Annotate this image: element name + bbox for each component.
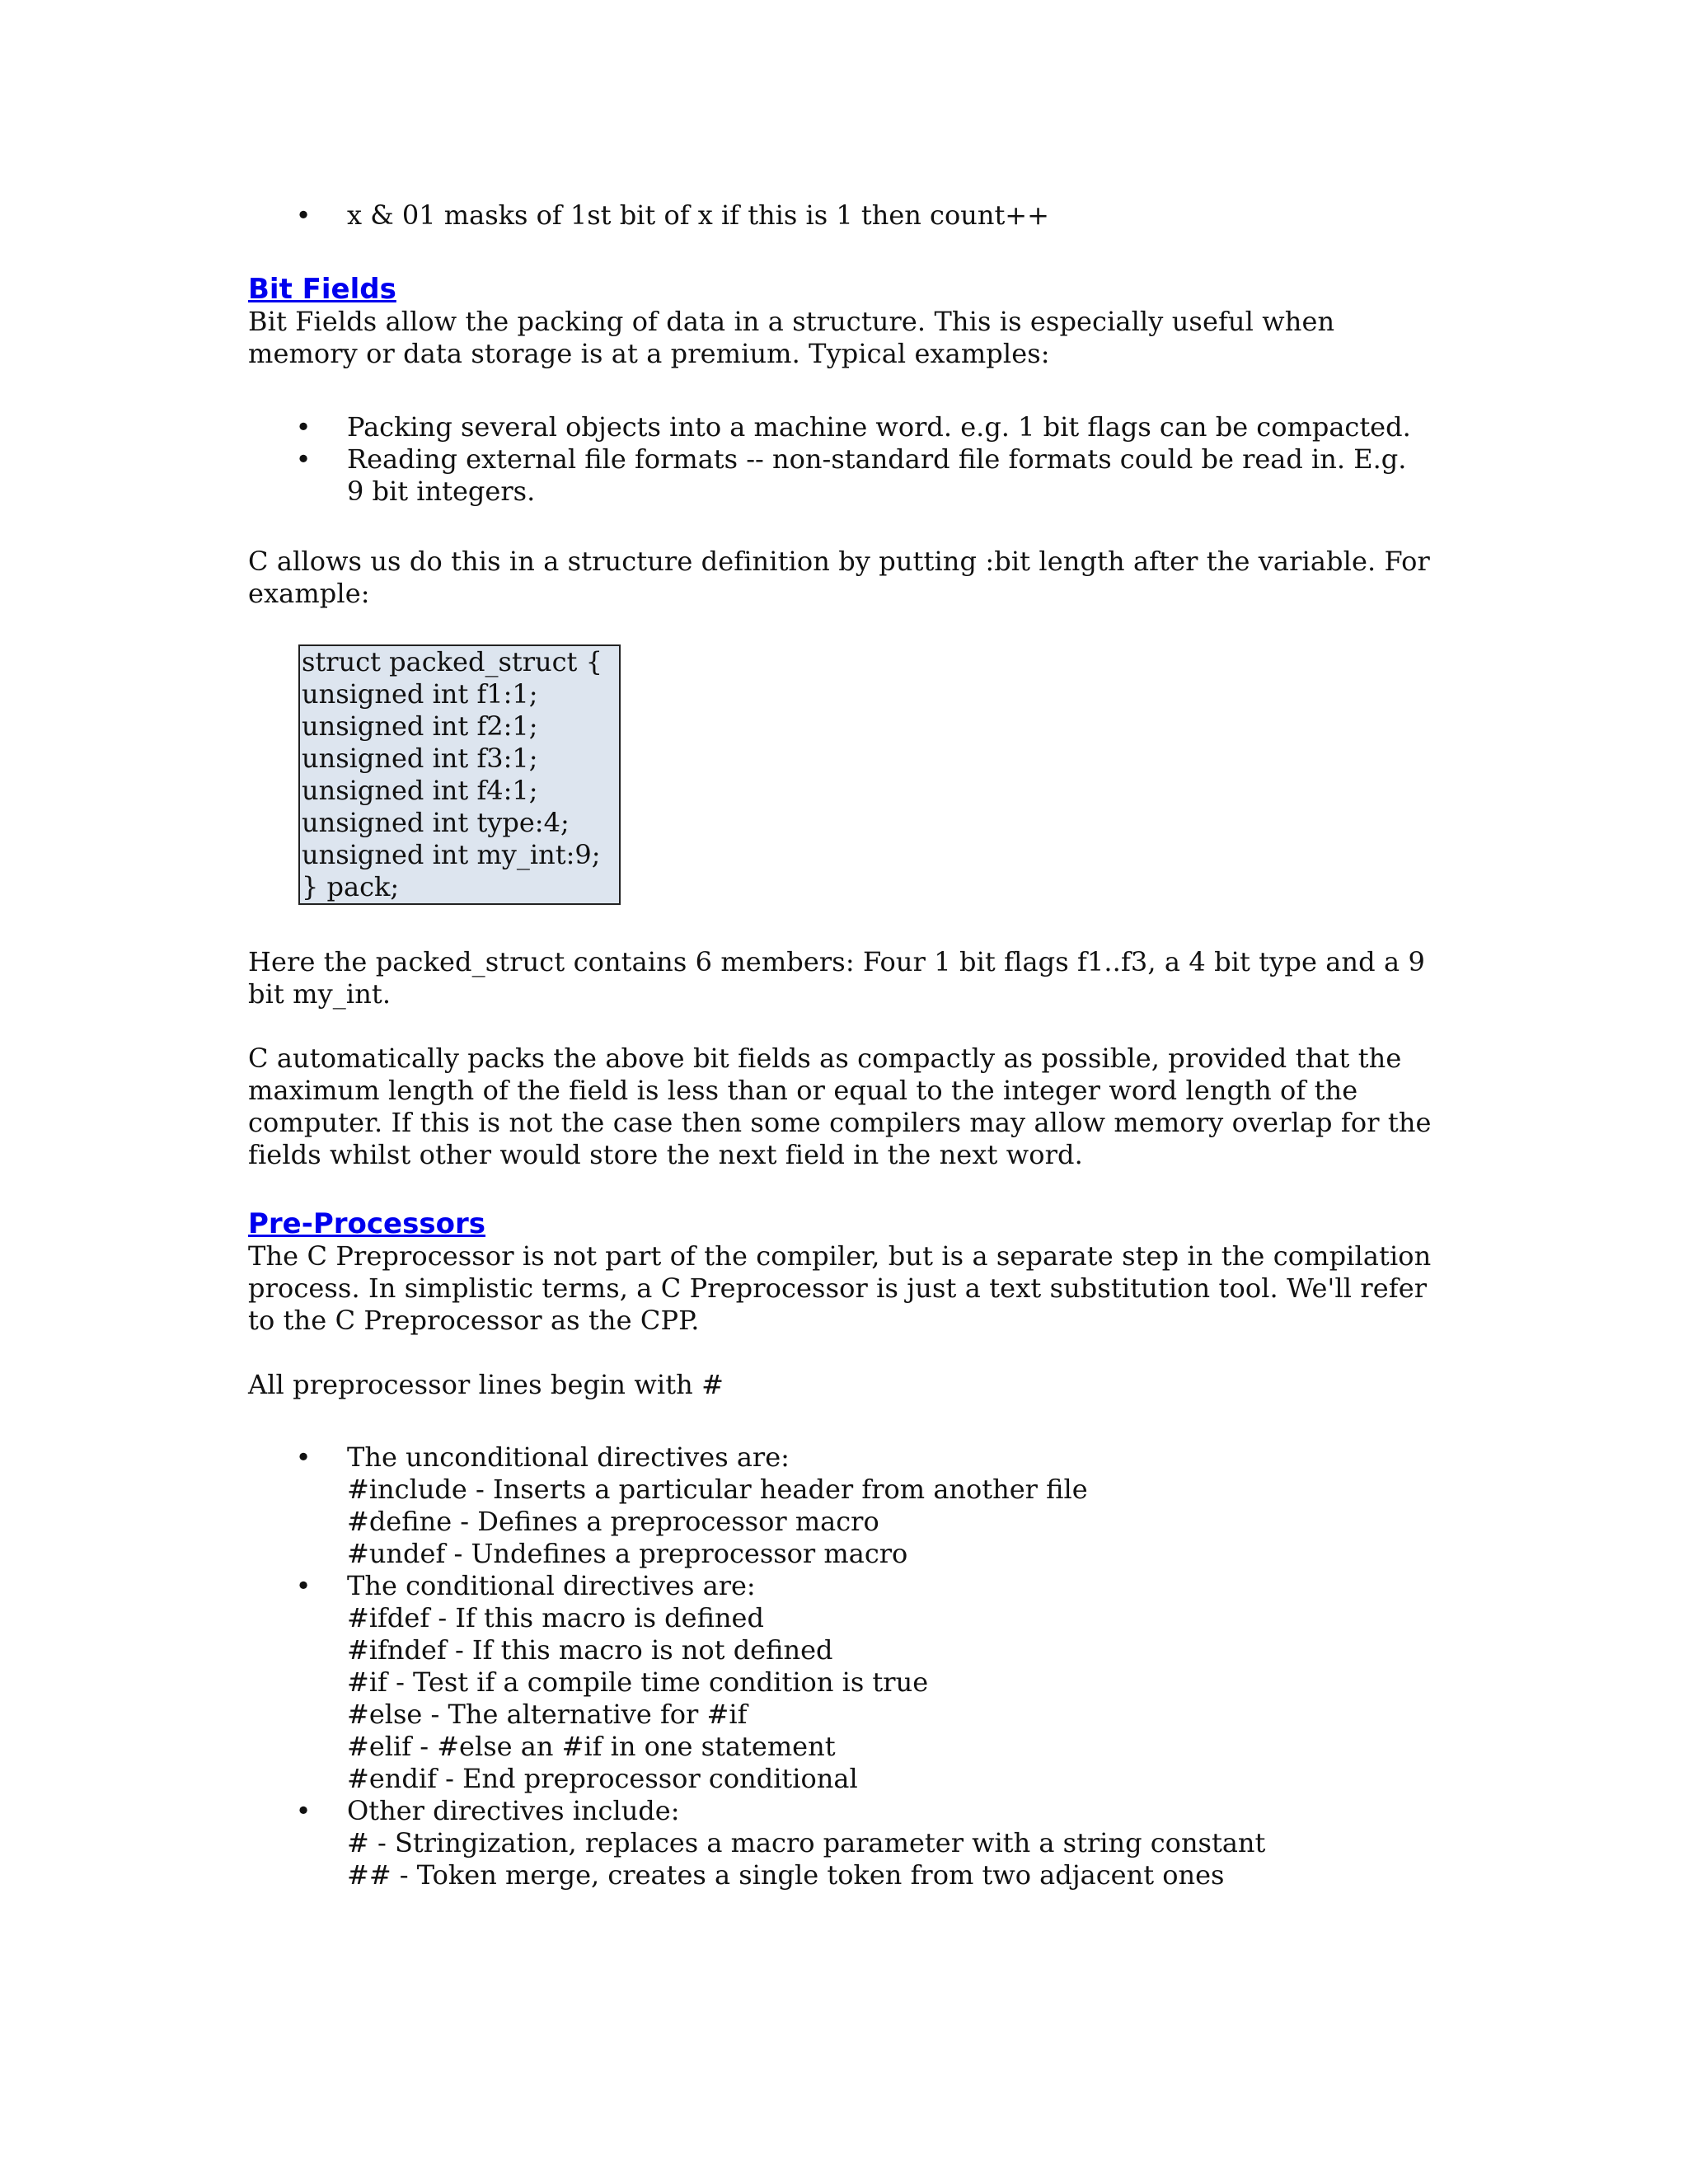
- bit-fields-examples-list: [248, 411, 1451, 508]
- bullet-icon: •: [295, 1570, 312, 1601]
- bullet-icon: •: [295, 411, 312, 443]
- intro-bullet-list: [248, 199, 1451, 232]
- pre-processors-heading-link[interactable]: Pre-Processors: [248, 1207, 485, 1240]
- list-item: • The conditional directives are: #ifdef - If this macro is defined #ifndef - If this macro is not defined #if - Test if a compile time condition is true #else - The alternative for #if #elif - #else an #if in one statement #endif - End preprocessor conditional: [295, 1570, 929, 1794]
- bit-fields-heading-link[interactable]: Bit Fields: [248, 273, 396, 306]
- packed-struct-description: Here the packed_struct contains 6 members: Four 1 bit flags f1..f3, a 4 bit type and a 9 bit my_int.: [248, 946, 1425, 1010]
- list-item: • The unconditional directives are: #include - Inserts a particular header from another file #define - Defines a preprocessor macro #undef - Undefines a preprocessor macro: [295, 1441, 1088, 1569]
- list-item: • Other directives include: # - Stringization, replaces a macro parameter with a string constant ## - Token merge, creates a single token from two adjacent ones: [295, 1795, 1266, 1891]
- code-example-box: struct packed_struct { unsigned int f1:1; unsigned int f2:1; unsigned int f3:1; unsigned int f4:1; unsigned int type:4; unsigned int my_int:9; } pack;: [298, 644, 621, 905]
- list-item: • Reading external file formats -- non-standard file formats could be read in. E.g. 9 bit integers.: [295, 443, 1407, 507]
- preprocessor-hash-paragraph: All preprocessor lines begin with #: [248, 1369, 724, 1400]
- packing-explanation-paragraph: C automatically packs the above bit fields as compactly as possible, provided that the maximum length of the field is less than or equal to the integer word length of the computer. If this is not the case then some compilers may allow memory overlap for the fields whilst other would store the next field in the next word.: [248, 1043, 1432, 1170]
- preprocessor-intro-paragraph: The C Preprocessor is not part of the compiler, but is a separate step in the compilation process. In simplistic terms, a C Preprocessor is just a text substitution tool. We'll refer to the C Preprocessor as the CPP.: [248, 1240, 1432, 1336]
- directives-list: [248, 1441, 1451, 1891]
- list-item: • x & 01 masks of 1st bit of x if this is 1 then count++: [295, 199, 1049, 231]
- bullet-icon: •: [295, 443, 312, 475]
- document-page: [248, 0, 1451, 1891]
- bullet-icon: •: [295, 1795, 312, 1826]
- bit-fields-intro-paragraph: Bit Fields allow the packing of data in a structure. This is especially useful when memory or data storage is at a premium. Typical examples:: [248, 306, 1335, 369]
- list-item: • Packing several objects into a machine word. e.g. 1 bit flags can be compacted.: [295, 411, 1411, 443]
- bit-fields-syntax-paragraph: C allows us do this in a structure definition by putting :bit length after the variable. For example:: [248, 546, 1430, 609]
- bullet-icon: •: [295, 1441, 312, 1473]
- bullet-icon: •: [295, 199, 312, 231]
